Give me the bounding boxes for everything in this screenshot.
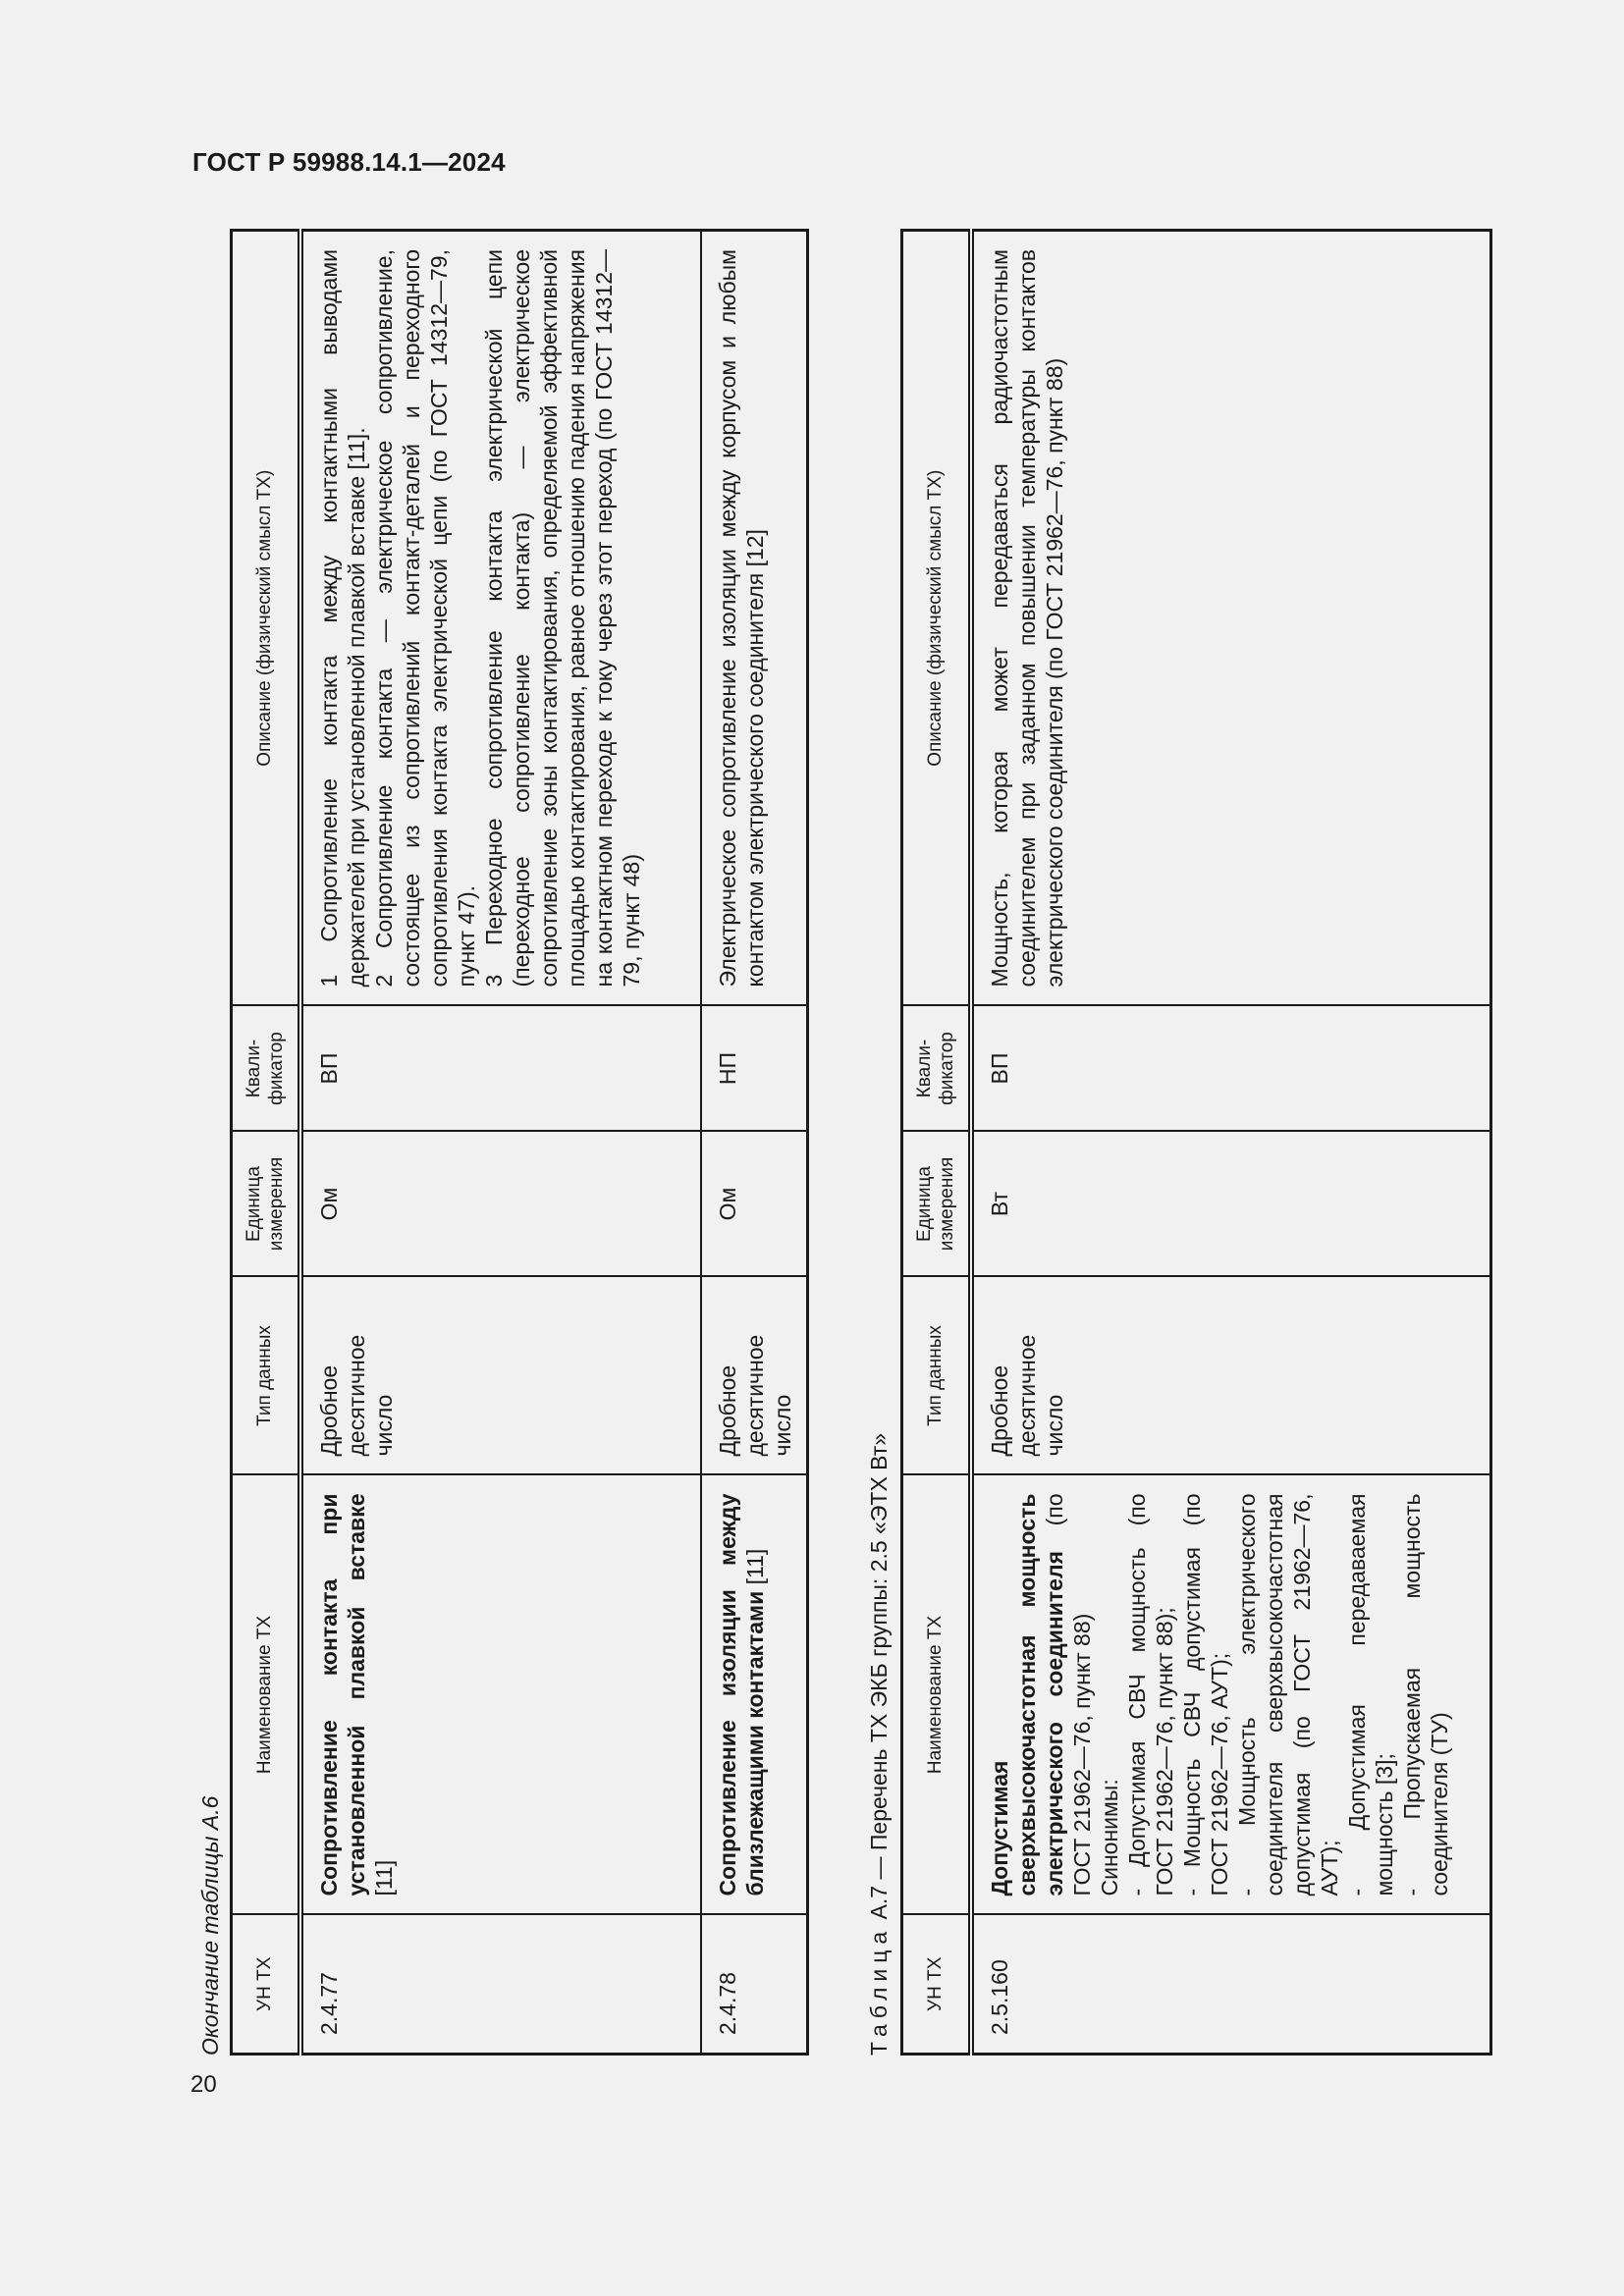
- col-header-name: Наименование ТХ: [902, 1475, 971, 1915]
- cell-type: Дробное десятичное число: [701, 1277, 808, 1475]
- table-row: [701, 231, 808, 2055]
- name-bold: Допустимая сверхвысокочастотная мощность электрического соединителя: [986, 1493, 1067, 1896]
- description-item: 2 Сопротивление контакта — электрическое сопротивление, состоящее из сопротивлений контакт-деталей и переходного сопротивления контакта электрической цепи (по ГОСТ 14312—79, пункт 47).: [370, 249, 479, 988]
- cell-unit: Вт: [971, 1132, 1491, 1277]
- col-header-code: УН ТХ: [902, 1915, 971, 2055]
- col-header-unit: Единица измерения: [232, 1132, 300, 1277]
- page-number: 20: [190, 2071, 217, 2098]
- description-item: 3 Переходное сопротивление контакта электрической цепи (переходное сопротивление контакта) — электрическое сопротивление зоны контактирования, определяемой эффективной площадью контактирования, равное отношению падения напряжения на контактном переходе к току через этот переход (по ГОСТ 14312—79, пункт 48): [480, 249, 644, 988]
- cell-name: [701, 1475, 808, 1915]
- cell-unit: Ом: [300, 1132, 701, 1277]
- cell-name: [300, 1475, 701, 1915]
- cell-qualifier: ВП: [300, 1006, 701, 1132]
- col-header-unit: Единица измерения: [902, 1132, 971, 1277]
- col-header-description: Описание (физический смысл ТХ): [902, 231, 971, 1006]
- cell-name: [971, 1475, 1491, 1915]
- synonyms-title: Синонимы:: [1096, 1779, 1122, 1896]
- name-bold: Сопротивление изоляции между близлежащими контактами: [714, 1493, 768, 1896]
- rotated-content: [192, 231, 1508, 2061]
- table-row: [300, 231, 701, 2055]
- cell-code: 2.5.160: [971, 1915, 1491, 2055]
- description-item: Мощность, которая может передаваться радиочастотным соединителем при заданном повышении температуры контактов электрического соединителя (по ГОСТ 21962—76, пункт 88): [986, 249, 1067, 988]
- cell-type: Дробное десятичное число: [971, 1277, 1491, 1475]
- caption-prefix: Таблица: [866, 1925, 892, 2056]
- cell-description: [701, 231, 808, 1006]
- cell-description: [971, 231, 1491, 1006]
- description-item: 1 Сопротивление контакта между контактными выводами держателей при установленной плавкой вставке [11].: [315, 249, 369, 988]
- cell-qualifier: ВП: [971, 1006, 1491, 1132]
- document-header: ГОСТ Р 59988.14.1—2024: [192, 147, 506, 177]
- table-a6: [230, 229, 809, 2056]
- cell-code: 2.4.78: [701, 1915, 808, 2055]
- name-bold: Сопротивление контакта при установленной плавкой вставке: [315, 1493, 369, 1896]
- synonym-item: - Мощность электрического соединителя сверхвысокочастотная допустимая (по ГОСТ 21962—76, АУТ);: [1233, 1493, 1342, 1896]
- synonym-item: - Пропускаемая мощность соединителя (ТУ): [1398, 1493, 1452, 1896]
- col-header-type: Тип данных: [902, 1277, 971, 1475]
- cell-type: Дробное десятичное число: [300, 1277, 701, 1475]
- table-a7: [900, 229, 1492, 2056]
- col-header-name: Наименование ТХ: [232, 1475, 300, 1915]
- description-item: Электрическое сопротивление изоляции между корпусом и любым контактом электрического соединителя [12]: [714, 249, 768, 988]
- table-header-row: [232, 231, 300, 2055]
- cell-unit: Ом: [701, 1132, 808, 1277]
- col-header-code: УН ТХ: [232, 1915, 300, 2055]
- cell-description: [300, 231, 701, 1006]
- table-row: [971, 231, 1491, 2055]
- cell-qualifier: НП: [701, 1006, 808, 1132]
- table-a7-caption: [865, 1433, 893, 2056]
- name-ref: [11]: [741, 1548, 768, 1591]
- table-header-row: [902, 231, 971, 2055]
- synonym-item: - Допустимая СВЧ мощность (по ГОСТ 21962—76, пункт 88);: [1123, 1493, 1177, 1896]
- col-header-qualifier: Квали-фикатор: [902, 1006, 971, 1132]
- name-ref: (по ГОСТ 21962—76, пункт 88): [1041, 1493, 1095, 1896]
- col-header-description: Описание (физический смысл ТХ): [232, 231, 300, 1006]
- col-header-type: Тип данных: [232, 1277, 300, 1475]
- synonym-item: - Допустимая передаваемая мощность [3];: [1343, 1493, 1397, 1896]
- name-ref: [11]: [370, 1859, 397, 1896]
- table-continuation-caption: Окончание таблицы А.6: [197, 1795, 223, 2056]
- col-header-qualifier: Квали-фикатор: [232, 1006, 300, 1132]
- synonym-item: - Мощность СВЧ допустимая (по ГОСТ 21962—76, АУТ);: [1178, 1493, 1232, 1896]
- cell-code: 2.4.77: [300, 1915, 701, 2055]
- caption-text: А.7 — Перечень ТХ ЭКБ группы: 2.5 «ЭТХ Вт»: [866, 1432, 892, 1926]
